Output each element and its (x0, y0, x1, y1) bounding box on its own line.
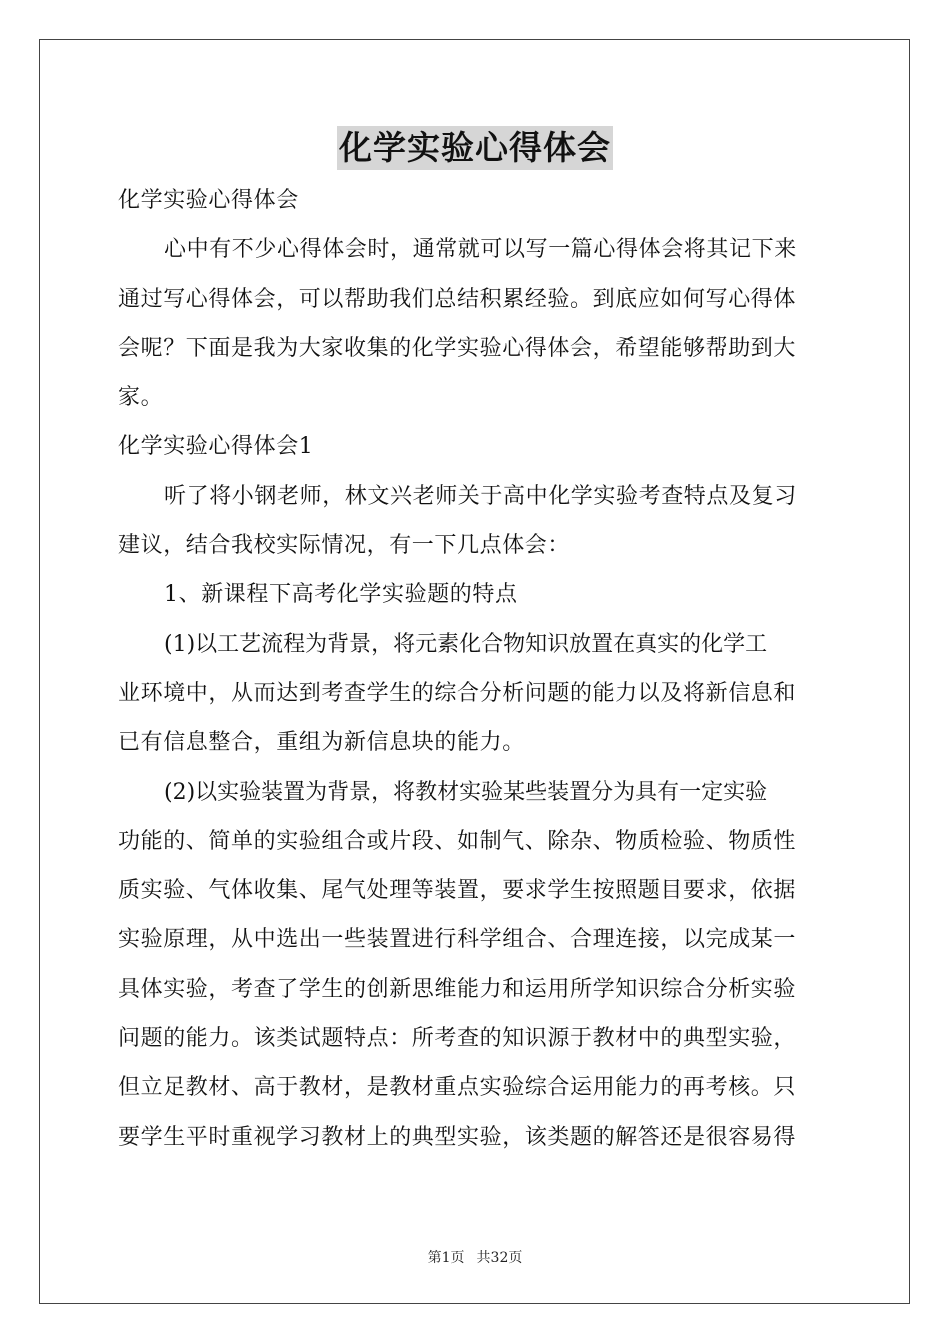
document-title: 化学实验心得体会 (337, 126, 613, 170)
numbered-heading: 1、新课程下高考化学实验题的特点 (164, 582, 518, 608)
paragraph-line: 实验原理，从中选出一些装置进行科学组合、合理连接，以完成某一 (118, 927, 797, 953)
paragraph-line: 已有信息整合，重组为新信息块的能力。 (118, 730, 525, 756)
paragraph-line: 业环境中，从而达到考查学生的综合分析问题的能力以及将新信息和 (118, 680, 797, 706)
paragraph-line: 问题的能力。该类试题特点：所考查的知识源于教材中的典型实验， (118, 1026, 797, 1052)
document-body (118, 176, 833, 1162)
paragraph-line: 具体实验，考查了学生的创新思维能力和运用所学知识综合分析实验 (118, 976, 797, 1002)
section-heading: 化学实验心得体会1 (118, 434, 314, 460)
paragraph-line: 听了将小钢老师，林文兴老师关于高中化学实验考查特点及复习 (164, 483, 797, 509)
subtitle-line: 化学实验心得体会 (118, 188, 299, 213)
paragraph-line: 建议，结合我校实际情况，有一下几点体会： (118, 533, 571, 559)
page-total: 共32页 (476, 1250, 523, 1266)
page-footer (0, 1247, 950, 1267)
paragraph-line: 会呢？下面是我为大家收集的化学实验心得体会，希望能够帮助到大 (118, 335, 797, 361)
paragraph-line: 通过写心得体会，可以帮助我们总结积累经验。到底应如何写心得体 (118, 286, 797, 312)
paragraph-line: 质实验、气体收集、尾气处理等装置，要求学生按照题目要求，依据 (118, 878, 797, 904)
page-current: 第1页 (427, 1250, 465, 1266)
title-wrap (0, 126, 950, 170)
paragraph-line: 功能的、简单的实验组合或片段、如制气、除杂、物质检验、物质性 (118, 828, 797, 854)
paragraph-line: (2)以实验装置为背景，将教材实验某些装置分为具有一定实验 (164, 779, 768, 805)
paragraph-line: (1)以工艺流程为背景，将元素化合物知识放置在真实的化学工 (164, 631, 768, 657)
paragraph-line: 家。 (118, 385, 164, 411)
paragraph-line: 要学生平时重视学习教材上的典型实验，该类题的解答还是很容易得 (118, 1124, 797, 1150)
paragraph-line: 但立足教材、高于教材，是教材重点实验综合运用能力的再考核。只 (118, 1075, 797, 1101)
paragraph-line: 心中有不少心得体会时，通常就可以写一篇心得体会将其记下来 (164, 237, 797, 263)
